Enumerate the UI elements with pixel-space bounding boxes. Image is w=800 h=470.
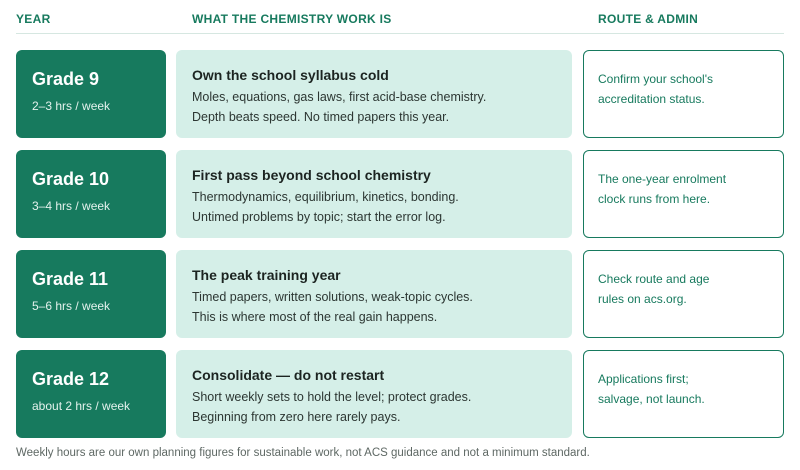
admin-card	[583, 250, 784, 338]
year-card	[16, 150, 166, 238]
admin-card	[583, 150, 784, 238]
work-line: Moles, equations, gas laws, first acid-base chemistry.	[192, 90, 487, 104]
work-line: Beginning from zero here rarely pays.	[192, 410, 401, 424]
admin-line: Confirm your school's	[598, 72, 713, 86]
admin-line: Check route and age	[598, 272, 710, 286]
work-title: Consolidate — do not restart	[192, 367, 385, 383]
work-line: Timed papers, written solutions, weak-topic cycles.	[192, 290, 473, 304]
work-card	[176, 50, 572, 138]
table-row	[0, 150, 800, 238]
hours-label: 5–6 hrs / week	[32, 299, 111, 313]
table-row	[0, 350, 800, 438]
header-year: YEAR	[16, 12, 51, 26]
work-title: The peak training year	[192, 267, 341, 283]
header-route-admin: ROUTE & ADMIN	[598, 12, 699, 26]
year-card	[16, 50, 166, 138]
table-row	[0, 50, 800, 138]
admin-line: clock runs from here.	[598, 192, 711, 206]
hours-label: 3–4 hrs / week	[32, 199, 111, 213]
grade-label: Grade 11	[32, 269, 109, 289]
year-card	[16, 250, 166, 338]
work-card	[176, 250, 572, 338]
work-title: Own the school syllabus cold	[192, 67, 389, 83]
work-card	[176, 350, 572, 438]
admin-line: The one-year enrolment	[598, 172, 727, 186]
work-title: First pass beyond school chemistry	[192, 167, 431, 183]
grade-label: Grade 12	[32, 369, 110, 389]
footnote: Weekly hours are our own planning figures for sustainable work, not ACS guidance and not a minimum standard.	[16, 447, 590, 459]
hours-label: 2–3 hrs / week	[32, 99, 111, 113]
hours-label: about 2 hrs / week	[32, 399, 131, 413]
work-card	[176, 150, 572, 238]
admin-line: salvage, not launch.	[598, 392, 705, 406]
admin-card	[583, 350, 784, 438]
work-line: This is where most of the real gain happens.	[192, 310, 438, 324]
work-line: Untimed problems by topic; start the error log.	[192, 210, 446, 224]
admin-line: accreditation status.	[598, 92, 705, 106]
admin-card	[583, 50, 784, 138]
work-line: Thermodynamics, equilibrium, kinetics, bonding.	[192, 190, 459, 204]
grade-label: Grade 10	[32, 169, 110, 189]
header-divider	[16, 33, 784, 34]
admin-line: rules on acs.org.	[598, 292, 687, 306]
grade-label: Grade 9	[32, 69, 100, 89]
work-line: Depth beats speed. No timed papers this year.	[192, 110, 450, 124]
table-header	[0, 0, 800, 34]
work-line: Short weekly sets to hold the level; protect grades.	[192, 390, 472, 404]
year-card	[16, 350, 166, 438]
admin-line: Applications first;	[598, 372, 689, 386]
table-row	[0, 250, 800, 338]
header-work: WHAT THE CHEMISTRY WORK IS	[192, 12, 392, 26]
